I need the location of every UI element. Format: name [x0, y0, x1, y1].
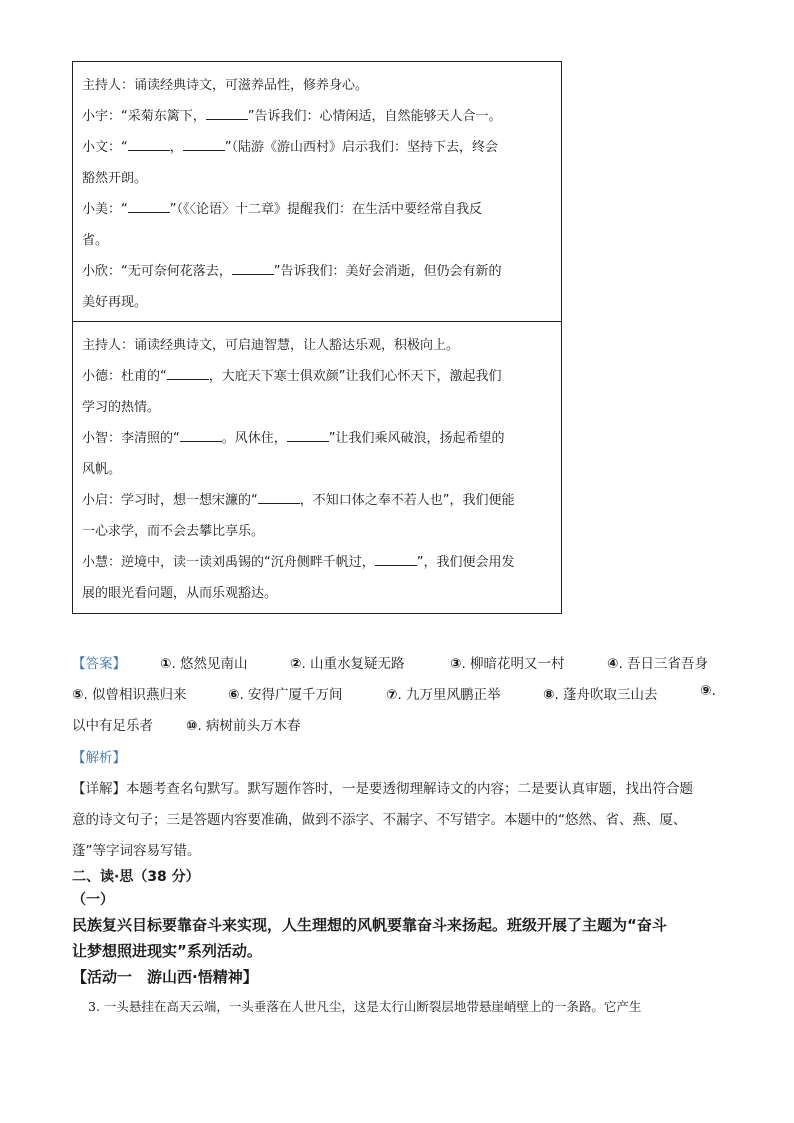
num: ⑧ — [543, 687, 555, 703]
num: ④ — [607, 656, 619, 672]
text: . 九万里风鹏正举 — [397, 687, 501, 703]
xiaowen-line — [82, 132, 551, 163]
blank-5[interactable] — [232, 262, 274, 275]
text: . — [711, 683, 716, 699]
section-heading: 二、读·思（38 分） — [72, 869, 200, 885]
xiaoyu-line — [82, 101, 551, 132]
text: ”，我们便会用发 — [416, 555, 515, 570]
host-line-2: 主持人：诵读经典诗文，可启迪智慧，让人豁达乐观，积极向上。 — [82, 338, 460, 353]
answer-item-3 — [450, 652, 565, 672]
text: ”（《〈论语〉十二章》提醒我们：在生活中要经常自我反 — [169, 202, 482, 217]
text: ”让我们乘风破浪，扬起希望的 — [328, 431, 505, 446]
blank-6[interactable] — [167, 367, 209, 380]
answer-tag: 【答案】 — [72, 656, 126, 672]
answer-item-8 — [543, 683, 658, 703]
text: ”（陆游《游山西村》启示我们：坚持下去，终会 — [224, 140, 499, 155]
text: 小慧：逆境中，读一读刘禹锡的“沉舟侧畔千帆过， — [82, 555, 375, 570]
xiaode-line — [82, 361, 551, 392]
text: 小德：杜甫的“ — [82, 369, 167, 384]
blank-2[interactable] — [128, 138, 170, 151]
text: ，不知口体之奉不若人也”，我们便能 — [299, 493, 515, 508]
answer-item-6 — [228, 683, 343, 703]
text: . 山重水复疑无路 — [301, 656, 405, 672]
xiaode-line-2: 学习的热情。 — [82, 400, 161, 415]
blank-10[interactable] — [375, 553, 417, 566]
text: . 悠然见南山 — [171, 656, 248, 672]
answer-item-4 — [607, 652, 708, 672]
xiaowen-line-2: 豁然开朗。 — [82, 171, 148, 186]
num: ⑨ — [700, 683, 712, 699]
answer-item-1 — [160, 652, 248, 672]
poem-table-part1 — [72, 61, 562, 322]
text: . 柳暗花明又一村 — [461, 656, 565, 672]
answer-item-9-text: 以中有足乐者 — [72, 718, 153, 734]
section-sub: （一） — [72, 892, 114, 908]
activity-title: 【活动一 游山西·悟精神】 — [72, 968, 258, 986]
text: . 安得广厦千万间 — [239, 687, 343, 703]
text: 小文：“ — [82, 140, 128, 155]
text: ，大庇天下寒士俱欢颜”让我们心怀天下，激起我们 — [208, 369, 502, 384]
blank-9[interactable] — [258, 491, 300, 504]
answer-item-9 — [700, 683, 716, 699]
blank-1[interactable] — [206, 107, 248, 120]
xiaozhi-line-2: 风帆。 — [82, 462, 122, 477]
answer-item-7 — [386, 683, 501, 703]
question-3: 3. 一头悬挂在高天云端，一头垂落在人世凡尘，这是太行山断裂层地带悬崖峭壁上的一条路。它产生 — [88, 999, 642, 1014]
answer-item-5 — [72, 683, 187, 703]
intro-line-2: 让梦想照进现实”系列活动。 — [72, 942, 262, 960]
blank-7[interactable] — [180, 429, 222, 442]
blank-4[interactable] — [128, 200, 170, 213]
answer-item-2 — [290, 652, 405, 672]
xiaomei-line-2: 省。 — [82, 233, 109, 248]
intro-line-1: 民族复兴目标要靠奋斗来实现，人生理想的风帆要靠奋斗来扬起。班级开展了主题为“奋斗 — [72, 916, 667, 934]
text: 小欣：“无可奈何花落去， — [82, 264, 232, 279]
text: . 吾日三省吾身 — [618, 656, 709, 672]
text: ”告诉我们：心情闲适，自然能够天人合一。 — [247, 109, 502, 124]
xiaohui-line — [82, 547, 551, 578]
text: 。风休住， — [221, 431, 287, 446]
text: ， — [169, 140, 183, 155]
xiaoxin-line — [82, 256, 551, 287]
text: . 病树前头万木春 — [197, 718, 301, 734]
xiaozhi-line — [82, 423, 551, 454]
text: 小宇：“采菊东篱下， — [82, 109, 206, 124]
num: ⑤ — [72, 687, 84, 703]
answer-item-10 — [186, 714, 301, 734]
text: 小启：学习时，想一想宋濂的“ — [82, 493, 258, 508]
xiaoqi-line-2: 一心求学，而不会去攀比享乐。 — [82, 524, 265, 539]
analysis-line-3: 蓬”等字词容易写错。 — [72, 843, 201, 859]
num: ⑩ — [186, 718, 198, 734]
analysis-tag: 【解析】 — [72, 750, 126, 766]
num: ① — [160, 656, 172, 672]
analysis-line-1: 【详解】本题考查名句默写。默写题作答时，一是要透彻理解诗文的内容；二是要认真审题，找出符合题 — [72, 781, 693, 797]
text: . 蓬舟吹取三山去 — [554, 687, 658, 703]
poem-table-part2 — [72, 322, 562, 614]
xiaomei-line — [82, 194, 551, 225]
text: 小美：“ — [82, 202, 128, 217]
num: ⑥ — [228, 687, 240, 703]
text: ”告诉我们：美好会消逝，但仍会有新的 — [273, 264, 502, 279]
text: . 似曾相识燕归来 — [83, 687, 187, 703]
blank-8[interactable] — [287, 429, 329, 442]
num: ② — [290, 656, 302, 672]
text: 小智：李清照的“ — [82, 431, 180, 446]
num: ③ — [450, 656, 462, 672]
num: ⑦ — [386, 687, 398, 703]
xiaohui-line-2: 展的眼光看问题，从而乐观豁达。 — [82, 586, 278, 601]
analysis-line-2: 意的诗文句子；三是答题内容要准确，做到不添字、不漏字、不写错字。本题中的“悠然、省、燕、厦、 — [72, 812, 687, 828]
blank-3[interactable] — [183, 138, 225, 151]
xiaoqi-line — [82, 485, 551, 516]
host-line-1: 主持人：诵读经典诗文，可滋养品性，修养身心。 — [82, 78, 369, 93]
xiaoxin-line-2: 美好再现。 — [82, 295, 148, 310]
